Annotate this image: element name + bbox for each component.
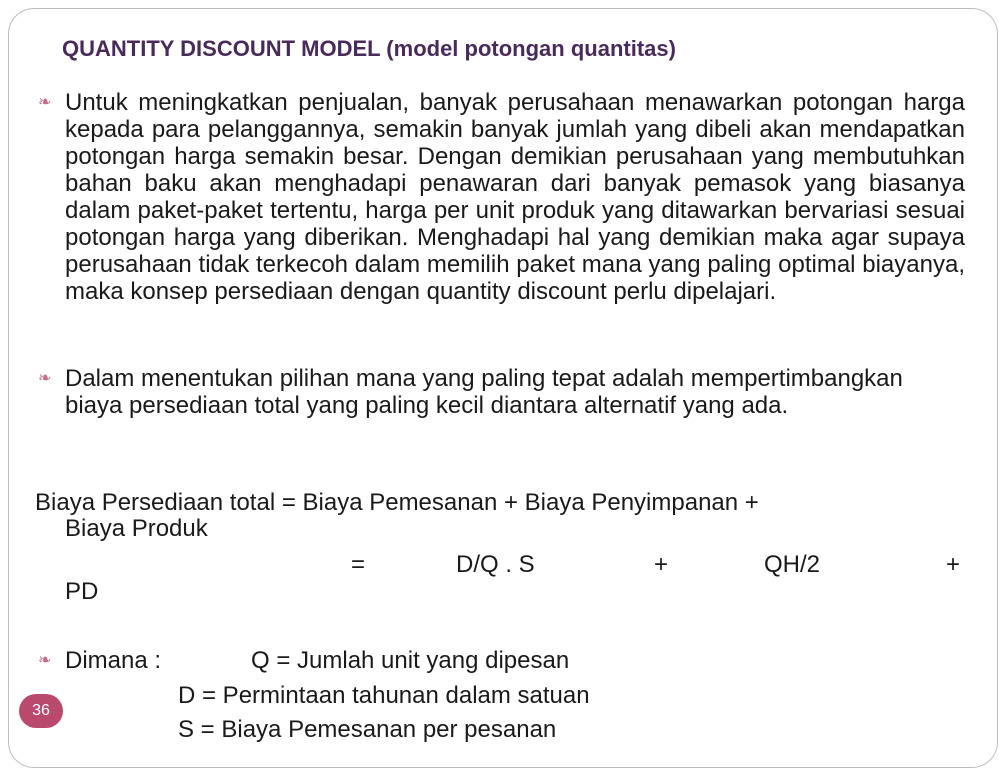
- slide-title: QUANTITY DISCOUNT MODEL (model potongan quantitas): [62, 36, 676, 61]
- definitions-label: Dimana :: [65, 647, 162, 674]
- definition-d: D = Permintaan tahunan dalam satuan: [178, 682, 590, 709]
- definition-s: S = Biaya Pemesanan per pesanan: [178, 716, 557, 743]
- paragraph-selection: Dalam menentukan pilihan mana yang paling tepat adalah mempertimbangkan biaya persediaan total yang paling kecil diantara alternatif yang ada.: [65, 365, 903, 419]
- page-number-badge: 36: [19, 694, 63, 728]
- formula-term-holding: QH/2: [764, 551, 821, 578]
- bullet-icon: ❧: [38, 94, 52, 111]
- formula-line-4: PD: [65, 578, 99, 605]
- bullet-icon: ❧: [38, 370, 52, 387]
- formula-equals: =: [351, 551, 366, 578]
- formula-line-1: Biaya Persediaan total = Biaya Pemesanan + Biaya Penyimpanan +: [35, 489, 759, 516]
- formula-line-2: Biaya Produk: [65, 515, 208, 542]
- formula-plus-2: +: [946, 551, 961, 578]
- definition-q: Q = Jumlah unit yang dipesan: [251, 647, 570, 674]
- bullet-icon: ❧: [38, 652, 52, 669]
- paragraph-intro: Untuk meningkatkan penjualan, banyak perusahaan menawarkan potongan harga kepada para pelanggannya, semakin banyak jumlah yang dibeli akan mendapatkan potongan harga semakin besar. Dengan demikian perusahaan yang membutuhkan bahan baku akan menghadapi penawaran dari banyak pemasok yang biasanya dalam paket-paket tertentu, harga per unit produk yang ditawarkan bervariasi sesuai potongan harga yang diberikan. Menghadapi hal yang demikian maka agar supaya perusahaan tidak terkecoh dalam memilih paket mana yang paling optimal biayanya, maka konsep persediaan dengan quantity discount perlu dipelajari.: [65, 89, 965, 305]
- formula-term-ordering: D/Q . S: [456, 551, 535, 578]
- formula-plus-1: +: [654, 551, 669, 578]
